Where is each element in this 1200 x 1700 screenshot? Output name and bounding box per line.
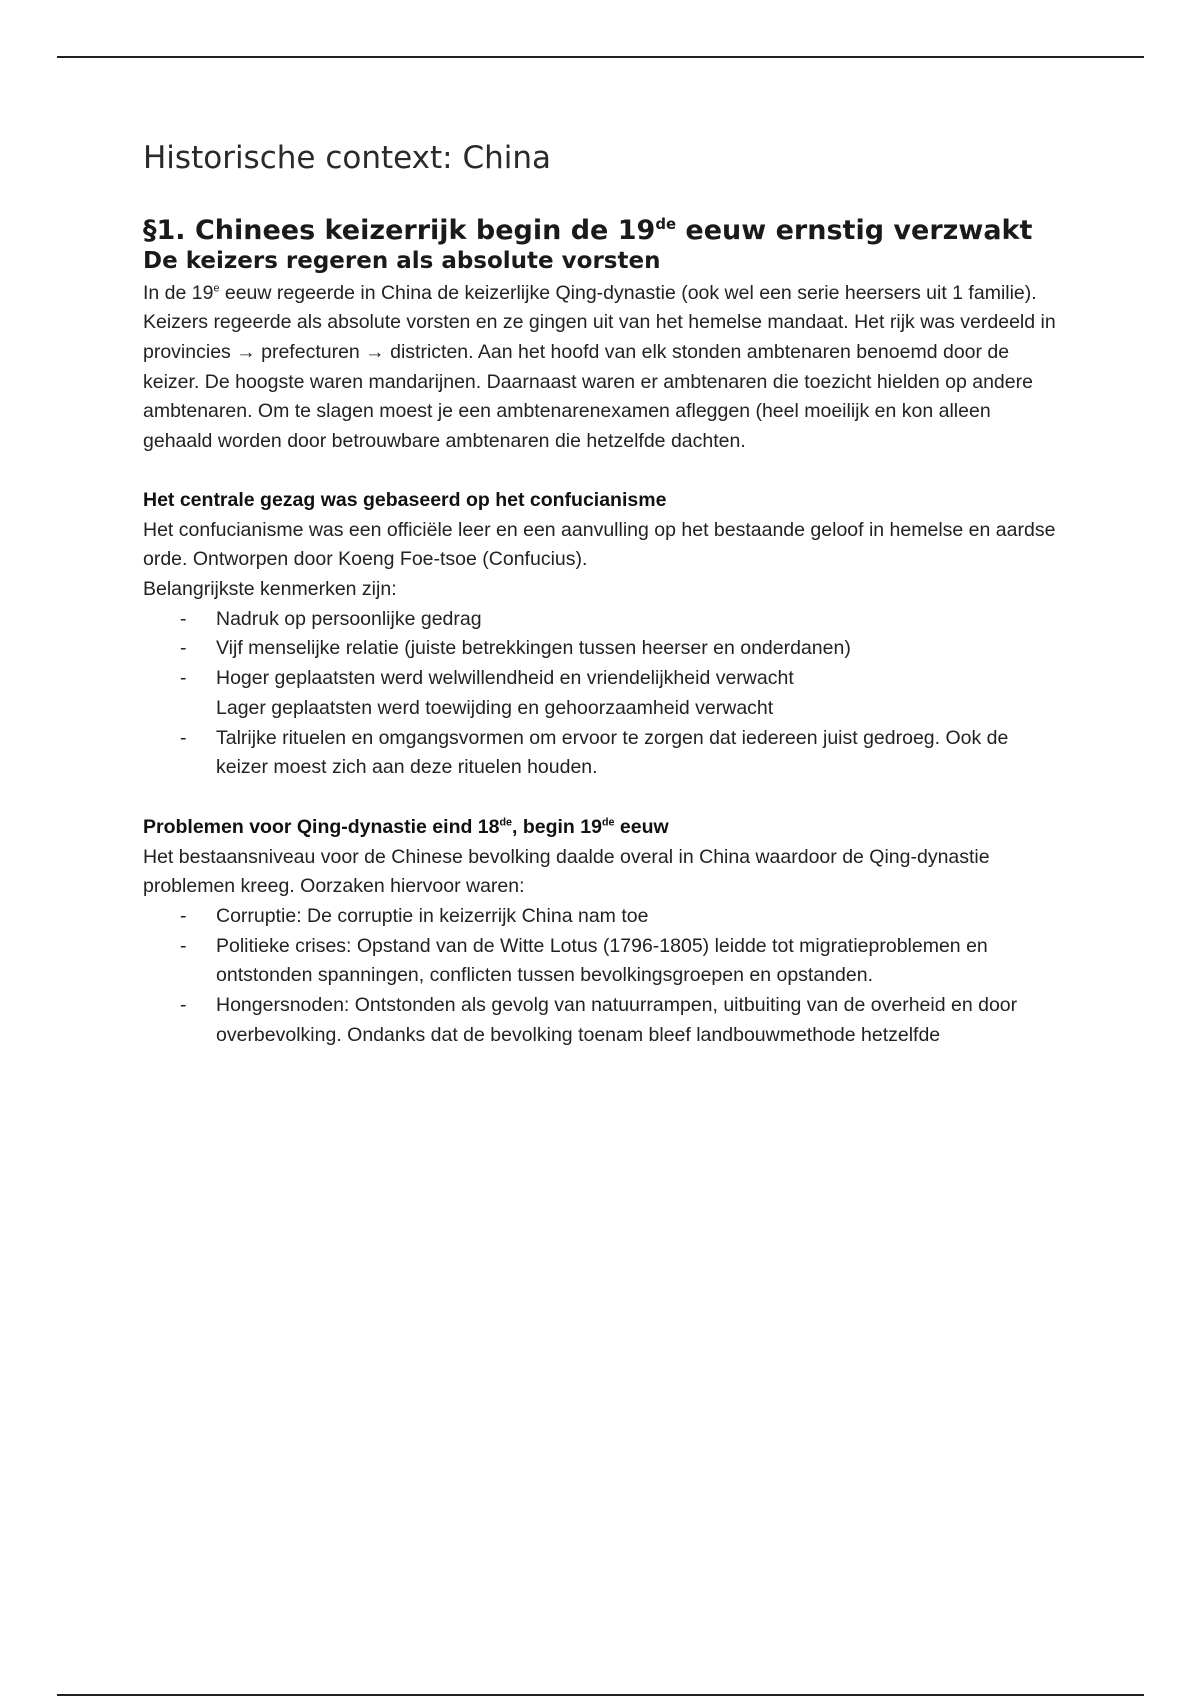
list-item-text: Talrijke rituelen en omgangsvormen om ervoor te zorgen dat iedereen juist gedroeg. Ook de keizer moest zich aan deze rituelen houden. [216,726,1009,779]
list-item [143,902,1063,932]
qing-heading-sup: de [499,816,513,829]
section-1-intro [143,279,1063,457]
list-item-text: Hoger geplaatsten werd welwillendheid en vriendelijkheid verwacht [216,667,794,690]
dash-bullet: - [180,726,187,749]
list-item [143,605,1063,635]
dash-bullet: - [180,934,187,957]
list-item-text: Politieke crises: Opstand van de Witte Lotus (1796-1805) leidde tot migratieproblemen en ontstonden spanningen, conflicten tussen bevolkingsgroepen en opstanden. [216,934,988,987]
page-bottom-rule [57,1694,1144,1696]
list-item-text: Vijf menselijke relatie (juiste betrekkingen tussen heerser en onderdanen) [216,637,851,660]
list-item-text: Hongersnoden: Ontstonden als gevolg van natuurrampen, uitbuiting van de overheid en door overbevolking. Ondanks dat de bevolking toenam bleef landbouwmethode hetzelfde [216,994,1018,1046]
qing-problems-list [143,902,1063,1051]
intro-text-start: In de 19 [143,281,214,304]
dash-bullet: - [180,637,187,660]
qing-heading-part: eeuw [614,815,669,838]
section-1-heading-sup: de [655,215,677,234]
list-item [143,991,1063,1050]
confucianism-text: Het confucianisme was een officiële leer en een aanvulling op het bestaande geloof in hemelse en aardse orde. Ontworpen door Koeng Foe-tsoe (Confucius). [143,518,1056,571]
page-top-rule [57,56,1144,58]
list-item [143,932,1063,991]
list-item [143,664,1063,723]
intro-sup: e [213,282,220,295]
qing-problems-heading [143,813,1063,843]
confucianism-list [143,605,1063,783]
section-1-heading [143,215,1063,247]
list-item [143,634,1063,664]
confucianism-heading: Het centrale gezag was gebaseerd op het confucianisme [143,488,667,511]
list-item-text: Nadruk op persoonlijke gedrag [216,607,482,630]
qing-problems-text: Het bestaansniveau voor de Chinese bevolking daalde overal in China waardoor de Qing-dynastie problemen kreeg. Oorzaken hiervoor waren: [143,845,990,898]
document-body [143,140,1063,1051]
dash-bullet: - [180,607,187,630]
document-title: Historische context: China [143,140,552,176]
dash-bullet: - [180,994,187,1017]
confucianism-list-intro: Belangrijkste kenmerken zijn: [143,577,397,600]
section-1-heading-text-end: eeuw ernstig verzwakt [676,215,1033,247]
list-item [143,724,1063,783]
qing-heading-part: Problemen voor Qing-dynastie eind 18 [143,815,500,838]
list-item-text: Corruptie: De corruptie in keizerrijk China nam toe [216,905,649,928]
section-1-subheading: De keizers regeren als absolute vorsten [143,247,661,274]
dash-bullet: - [180,905,187,928]
section-1-heading-text: §1. Chinees keizerrijk begin de 19 [143,215,656,247]
intro-text-rest: eeuw regeerde in China de keizerlijke Qing-dynastie (ook wel een serie heersers uit 1 familie). Keizers regeerde als absolute vorsten en ze gingen uit van het hemelse mandaat. Het rijk was verdeeld in provincies → prefecturen → districten. Aan het hoofd van elk stonden ambtenaren benoemd door de keizer. De hoogste waren mandarijnen. Daarnaast waren er ambtenaren die toezicht hielden op andere ambtenaren. Om te slagen moest je een ambtenarenexamen afleggen (heel moeilijk en kon alleen gehaald worden door betrouwbare ambtenaren die hetzelfde dachten. [143,281,1056,453]
dash-bullet: - [180,667,187,690]
qing-heading-sup: de [601,816,615,829]
qing-heading-part: , begin 19 [512,815,602,838]
list-item-text-line2: Lager geplaatsten werd toewijding en gehoorzaamheid verwacht [216,696,774,719]
